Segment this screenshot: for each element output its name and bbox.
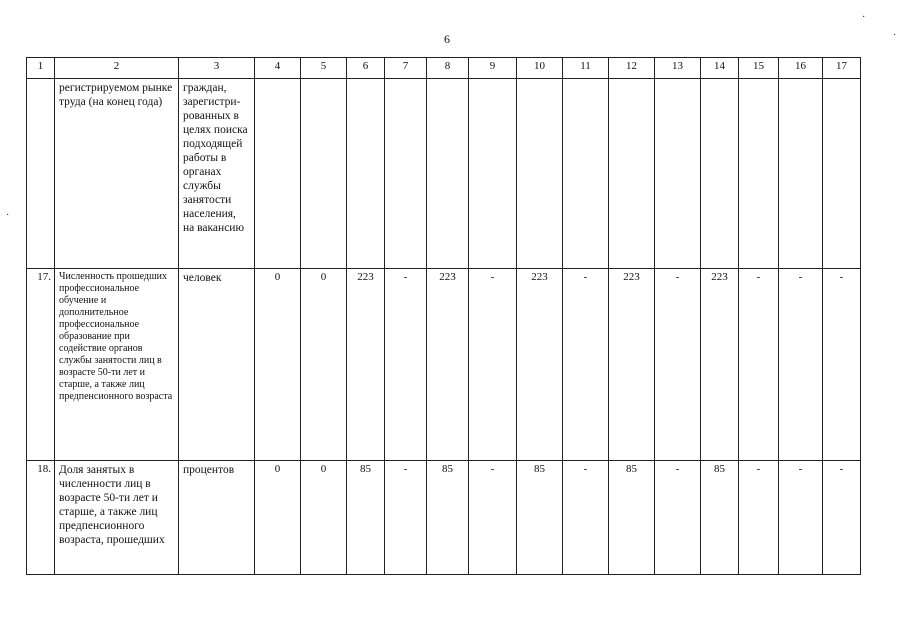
value-cell: - xyxy=(469,269,517,461)
table-row-18 xyxy=(27,461,861,575)
value-cell: - xyxy=(655,461,701,575)
value-cell: - xyxy=(779,461,823,575)
col-header: 17 xyxy=(823,58,861,79)
value-cell: 0 xyxy=(301,461,347,575)
col-header: 2 xyxy=(55,58,179,79)
col-header: 7 xyxy=(385,58,427,79)
row-index xyxy=(27,79,55,269)
scan-speck: · xyxy=(893,30,897,41)
value-cell: 223 xyxy=(517,269,563,461)
col-header: 9 xyxy=(469,58,517,79)
value-cell: - xyxy=(655,269,701,461)
col-header: 3 xyxy=(179,58,255,79)
row-index: 18. xyxy=(27,461,55,575)
value-cell: 223 xyxy=(347,269,385,461)
value-cell: - xyxy=(823,269,861,461)
unit-cell: человек xyxy=(179,269,255,461)
col-header: 6 xyxy=(347,58,385,79)
header-row xyxy=(27,58,861,79)
col-header: 14 xyxy=(701,58,739,79)
indicator-name: регистрируемом рынке труда (на конец года) xyxy=(55,79,179,269)
value-cell: - xyxy=(779,269,823,461)
indicators-table xyxy=(26,57,861,575)
col-header: 11 xyxy=(563,58,609,79)
col-header: 5 xyxy=(301,58,347,79)
value-cell: 0 xyxy=(255,461,301,575)
col-header: 16 xyxy=(779,58,823,79)
value-cell: 85 xyxy=(701,461,739,575)
col-header: 13 xyxy=(655,58,701,79)
value-cell: 0 xyxy=(301,269,347,461)
table-row-17 xyxy=(27,269,861,461)
indicator-name: Доля занятых в численности лиц в возрасте 50-ти лет и старше, а также лиц предпенсионного возраста, прошедших xyxy=(55,461,179,575)
indicator-name: Численность прошедших профессиональное обучение и дополнительное профессиональное образование при содействие органов службы занятости лиц в возрасте 50-ти лет и старше, а также лиц предпенсионного возраста xyxy=(55,269,179,461)
value-cell: - xyxy=(739,461,779,575)
value-cell: - xyxy=(823,461,861,575)
unit-cell: процентов xyxy=(179,461,255,575)
value-cell: 85 xyxy=(347,461,385,575)
value-cell: 0 xyxy=(255,269,301,461)
value-cell: 85 xyxy=(609,461,655,575)
value-cell: - xyxy=(739,269,779,461)
value-cell: - xyxy=(385,461,427,575)
scan-speck: · xyxy=(862,12,866,23)
page-number: 6 xyxy=(444,32,450,46)
value-cell: 85 xyxy=(427,461,469,575)
value-cell: - xyxy=(563,269,609,461)
value-cell: 223 xyxy=(609,269,655,461)
col-header: 12 xyxy=(609,58,655,79)
scan-speck: · xyxy=(6,210,10,221)
col-header: 4 xyxy=(255,58,301,79)
value-cell: 85 xyxy=(517,461,563,575)
col-header: 10 xyxy=(517,58,563,79)
col-header: 1 xyxy=(27,58,55,79)
table-row-continuation xyxy=(27,79,861,269)
row-index: 17. xyxy=(27,269,55,461)
col-header: 15 xyxy=(739,58,779,79)
value-cell: - xyxy=(385,269,427,461)
value-cell: - xyxy=(469,461,517,575)
value-cell: 223 xyxy=(427,269,469,461)
value-cell: 223 xyxy=(701,269,739,461)
unit-cell: граждан, зарегистри-рованных в целях поиска подходящей работы в органах службы занятости населения, на вакансию xyxy=(179,79,255,269)
value-cell: - xyxy=(563,461,609,575)
col-header: 8 xyxy=(427,58,469,79)
